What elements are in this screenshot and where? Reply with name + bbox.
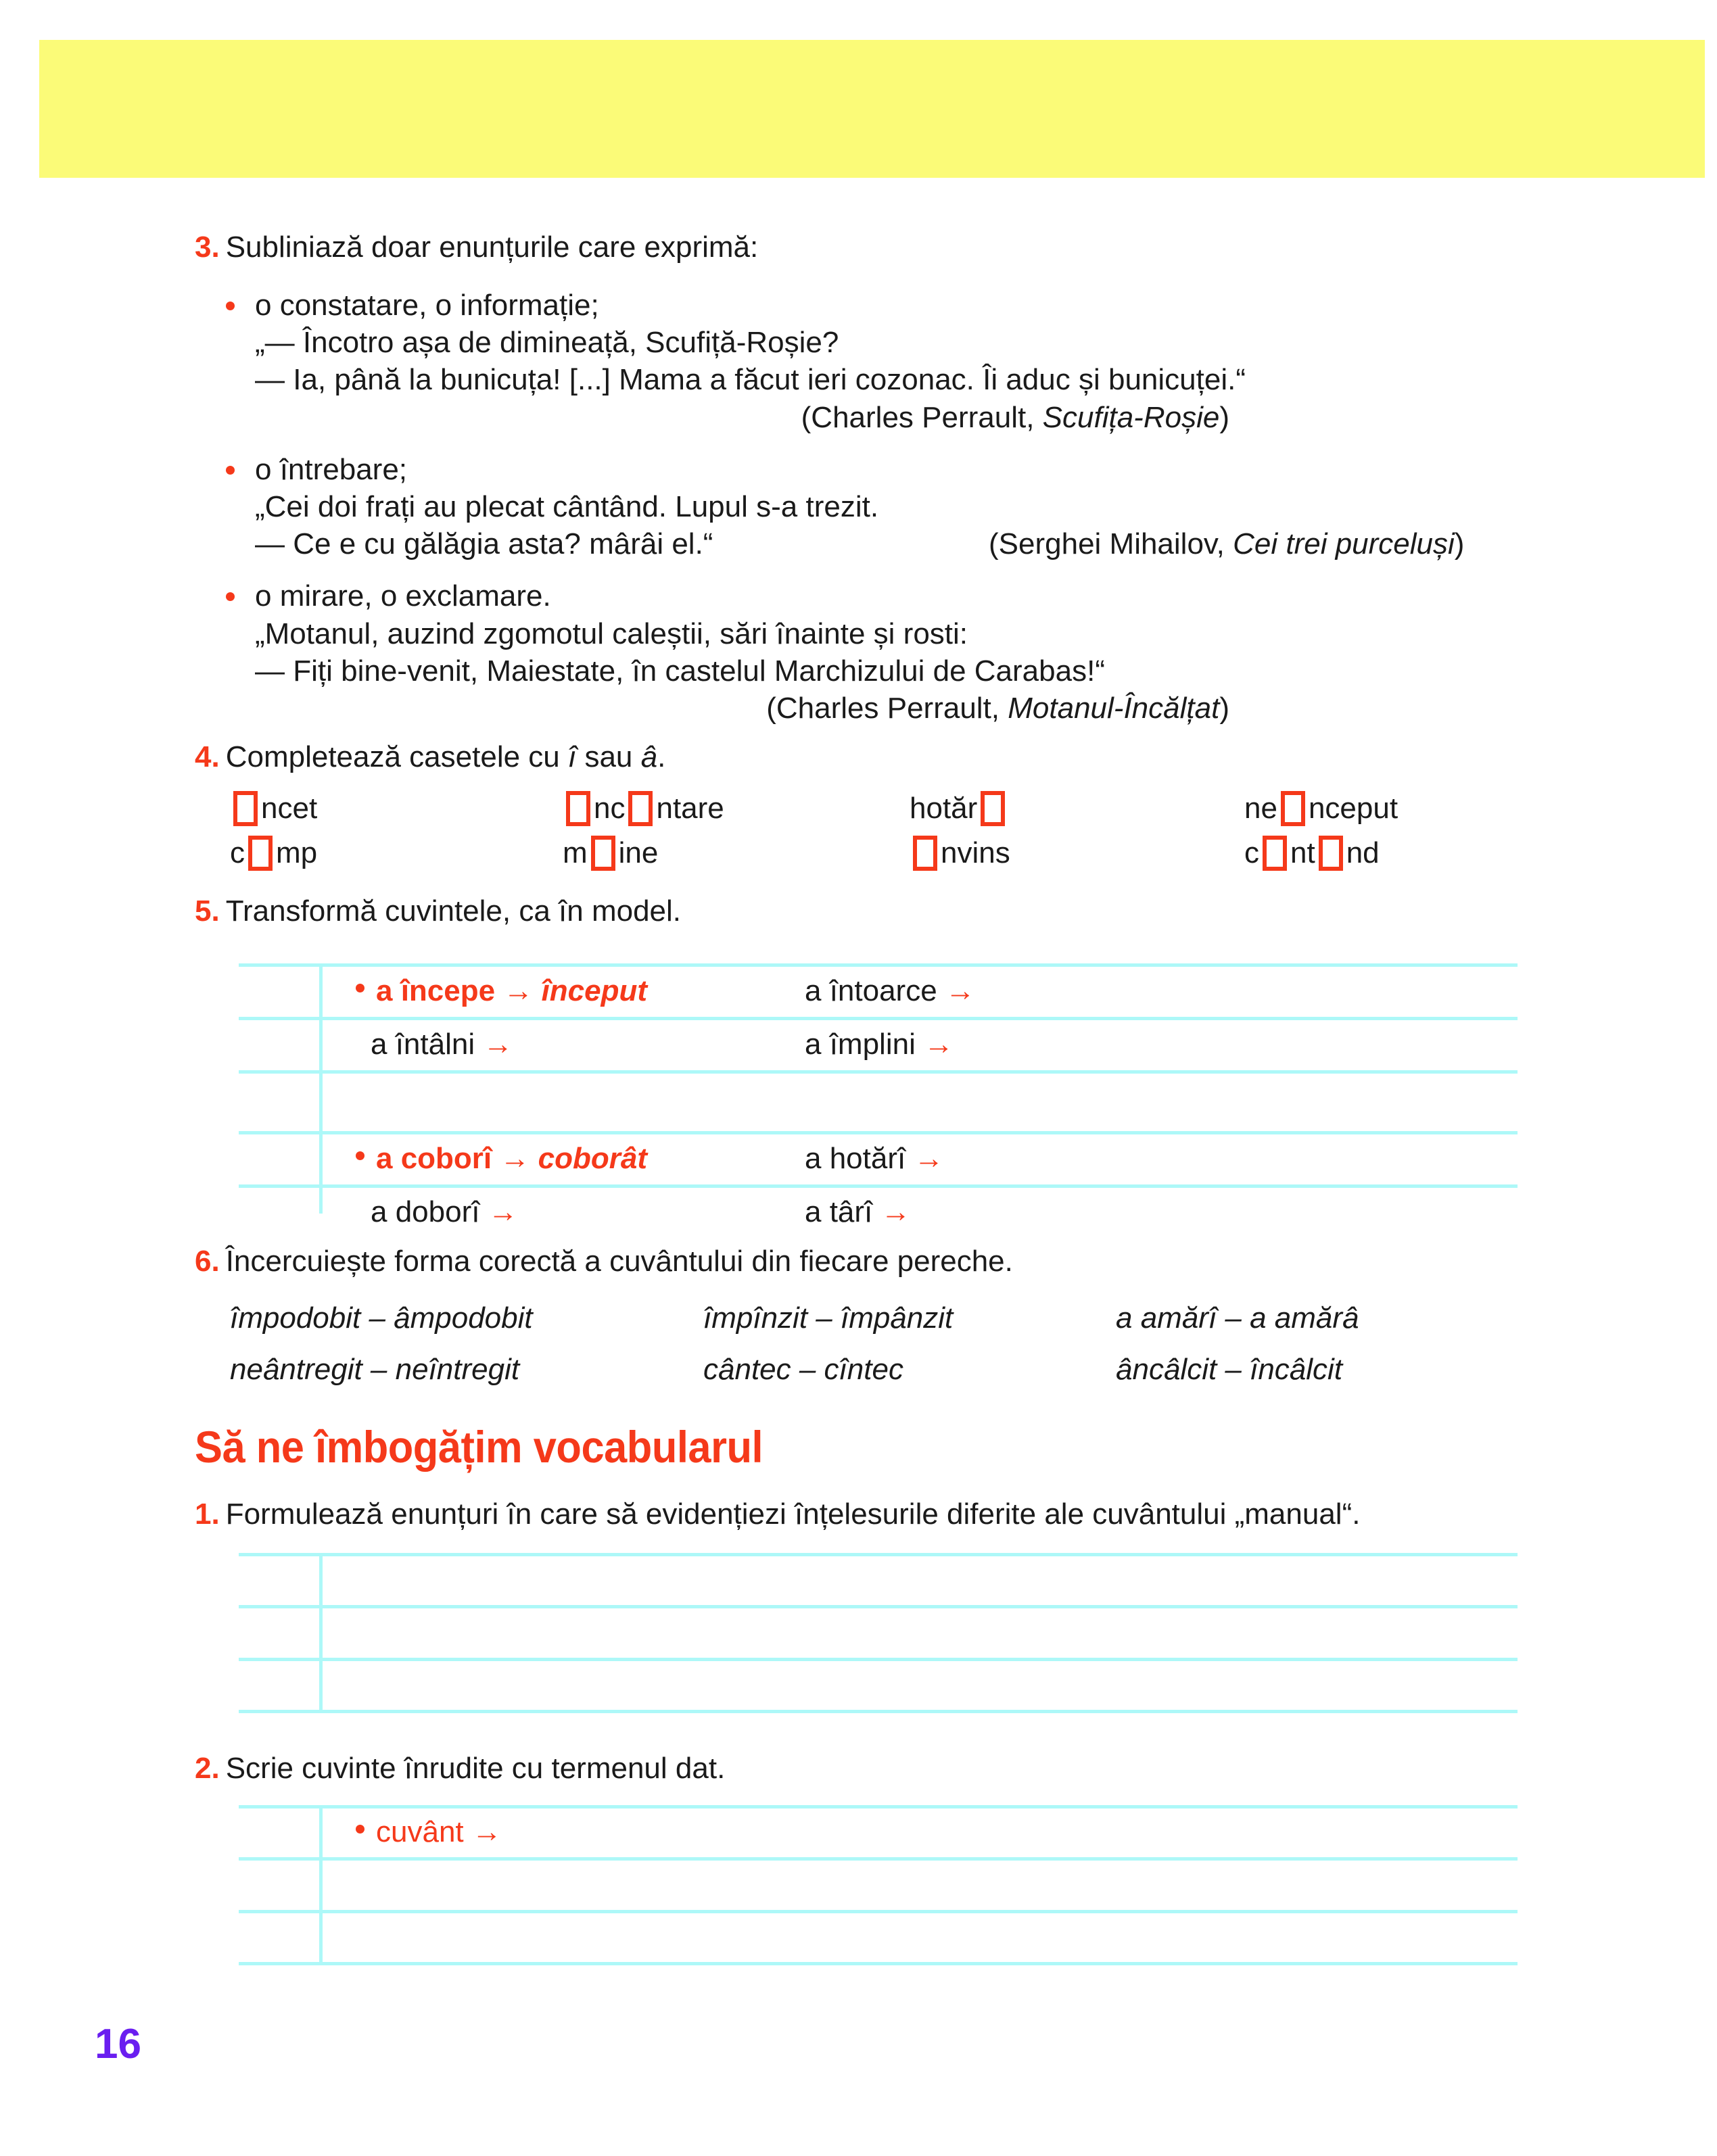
exercise-5-heading [195, 894, 681, 929]
task-item[interactable] [805, 1028, 954, 1061]
exercise-5-prompt: Transformă cuvintele, ca în model. [225, 894, 682, 928]
quote-line: „Cei doi frați au plecat cântând. Lupul s-a trezit. [255, 490, 879, 523]
statement-label: o constatare, o informație; [255, 288, 599, 322]
vocab-exercise-1-number: 1. [195, 1498, 220, 1531]
writing-rule [239, 1553, 1518, 1556]
word-fragment: c [1244, 836, 1259, 869]
writing-rule [239, 1857, 1518, 1861]
attribution-title: Motanul-Încălțat [1008, 692, 1220, 725]
fill-in-box[interactable] [913, 836, 937, 871]
exercise-3-number: 3. [195, 231, 220, 264]
arrow-icon: → [880, 1195, 911, 1228]
fill-in-word [910, 834, 1010, 872]
verb: a doborî [371, 1195, 480, 1228]
writing-rule [239, 1605, 1518, 1608]
statement-item [226, 451, 1465, 563]
model-word: cuvânt [376, 1815, 464, 1848]
task-item[interactable] [805, 1195, 911, 1229]
attribution-close: ) [1219, 692, 1229, 725]
vocab-exercise-1 [195, 1497, 1360, 1532]
verb: a hotărî [805, 1142, 906, 1175]
exercise-6-prompt: Încercuiește forma corectă a cuvântului din fiecare pereche. [225, 1245, 1013, 1278]
exercise-4-prompt-mid: sau [576, 740, 641, 773]
fill-in-box[interactable] [1263, 836, 1287, 871]
table-rule [239, 1070, 1518, 1074]
arrow-icon: → [500, 1142, 530, 1175]
vocab-1-writing-grid[interactable] [239, 1553, 1518, 1712]
bullet-icon [226, 466, 235, 475]
statement-label: o întrebare; [255, 452, 408, 486]
fill-in-box[interactable] [248, 836, 273, 871]
word-fragment: nd [1346, 836, 1380, 869]
bullet-icon [356, 1151, 364, 1160]
exercise-4-prompt-pre: Completează casetele cu [225, 740, 568, 773]
word-fragment: nc [594, 792, 626, 825]
exercise-3 [195, 230, 1465, 727]
word-fragment: ncet [261, 792, 318, 825]
exercise-6-number: 6. [195, 1245, 220, 1278]
fill-in-box[interactable] [591, 836, 615, 871]
exercise-4 [195, 740, 665, 775]
attribution-author: (Serghei Mihailov, [989, 527, 1233, 561]
table-rule [239, 1131, 1518, 1134]
arrow-icon: → [924, 1028, 954, 1061]
derived-word: început [541, 974, 648, 1007]
statement-item [226, 287, 1246, 436]
verb: a întoarce [805, 974, 937, 1007]
exercise-5 [195, 894, 681, 929]
bullet-icon [356, 1825, 364, 1834]
top-yellow-banner [39, 40, 1705, 178]
quote-line: — Fiți bine-venit, Maiestate, în castelul Marchizului de Carabas!“ [255, 654, 1105, 688]
word-fragment: ine [618, 836, 659, 869]
verb: a împlini [805, 1028, 916, 1061]
attribution-author: (Charles Perrault, [801, 400, 1043, 434]
writing-rule [239, 1962, 1518, 1965]
model-answer [356, 974, 647, 1008]
exercise-3-prompt: Subliniază doar enunțurile care exprimă: [225, 231, 759, 264]
page-number: 16 [95, 2021, 141, 2067]
quote-line: „Motanul, auzind zgomotul caleștii, sări înainte și rosti: [255, 617, 968, 650]
fill-in-word [1244, 790, 1398, 828]
verb: a târî [805, 1195, 873, 1228]
arrow-icon: → [503, 974, 534, 1007]
writing-rule [239, 1805, 1518, 1808]
exercise-6 [195, 1244, 1013, 1279]
fill-in-box[interactable] [566, 791, 590, 826]
word-fragment: c [230, 836, 245, 869]
fill-in-word [230, 790, 317, 828]
task-item[interactable] [371, 1195, 518, 1229]
attribution [226, 399, 1246, 436]
task-item[interactable] [371, 1028, 513, 1061]
fill-in-box[interactable] [628, 791, 653, 826]
exercise-3-heading [195, 230, 1246, 265]
attribution-author: (Charles Perrault, [766, 692, 1008, 725]
word-pair[interactable]: împodobit – âmpodobit [230, 1301, 533, 1335]
bullet-icon [356, 984, 364, 992]
word-pair[interactable]: cântec – cîntec [703, 1353, 903, 1386]
fill-in-word [910, 790, 1008, 828]
exercise-4-number: 4. [195, 740, 220, 773]
table-rule [239, 1017, 1518, 1020]
word-fragment: nt [1290, 836, 1315, 869]
quote-line: — Ce e cu gălăgia asta? mârâi el.“ [255, 527, 713, 561]
exercise-4-heading [195, 740, 665, 775]
word-fragment: hotăr [910, 792, 978, 825]
attribution-title: Scufița-Roșie [1042, 400, 1220, 434]
word-pair[interactable]: a amărî – a amărâ [1116, 1301, 1359, 1335]
writing-rule [239, 1910, 1518, 1913]
attribution-close: ) [1454, 527, 1465, 561]
vocab-exercise-2-heading [195, 1751, 725, 1786]
word-fragment: ntare [656, 792, 724, 825]
bullet-icon [226, 302, 235, 310]
exercise-5-table [239, 963, 1518, 1228]
word-fragment: mp [276, 836, 318, 869]
word-fragment: ne [1244, 792, 1277, 825]
exercise-5-number: 5. [195, 894, 220, 928]
vocab-exercise-2 [195, 1751, 725, 1786]
fill-in-word [230, 834, 317, 872]
word-pair[interactable]: âncâlcit – încâlcit [1116, 1353, 1343, 1386]
attribution-close: ) [1219, 400, 1229, 434]
margin-line [319, 1805, 323, 1964]
arrow-icon: → [914, 1142, 944, 1175]
derived-word: coborât [538, 1142, 647, 1175]
arrow-icon: → [945, 974, 975, 1007]
exercise-4-prompt-i: î [567, 740, 577, 773]
fill-in-box[interactable] [233, 791, 258, 826]
vocab-exercise-2-prompt: Scrie cuvinte înrudite cu termenul dat. [225, 1752, 726, 1785]
arrow-icon: → [471, 1815, 502, 1848]
attribution [989, 525, 1464, 562]
arrow-icon: → [483, 1028, 513, 1061]
writing-rule [239, 1710, 1518, 1713]
model-answer [356, 1142, 647, 1176]
attribution-title: Cei trei purceluși [1233, 527, 1455, 561]
word-pair[interactable]: împînzit – împânzit [703, 1301, 954, 1335]
statement-label: o mirare, o exclamare. [255, 579, 551, 613]
table-margin-line [319, 963, 323, 1214]
verb: a începe [376, 974, 496, 1007]
exercise-4-prompt-end: . [657, 740, 666, 773]
verb: a coborî [376, 1142, 492, 1175]
vocab-2-writing-grid[interactable] [239, 1805, 1518, 1964]
vocab-exercise-1-heading [195, 1497, 1360, 1532]
quote-line: „— Încotro așa de dimineață, Scufiță-Roșie? [255, 326, 839, 360]
fill-in-word [563, 834, 658, 872]
task-item[interactable] [805, 974, 975, 1008]
quote-line: — Ia, până la bunicuța! [...] Mama a făcut ieri cozonac. Îi aduc și bunicuței.“ [255, 363, 1246, 397]
exercise-4-prompt-a: â [640, 740, 658, 773]
word-fragment: nvins [941, 836, 1010, 869]
word-fragment: m [563, 836, 588, 869]
task-item[interactable] [805, 1142, 943, 1176]
table-rule [239, 1184, 1518, 1188]
attribution [226, 690, 1246, 727]
fill-in-box[interactable] [981, 791, 1005, 826]
section-title: Să ne îmbogățim vocabularul [195, 1422, 763, 1472]
exercise-6-heading [195, 1244, 1013, 1279]
margin-line [319, 1553, 323, 1712]
word-fragment: nceput [1308, 792, 1398, 825]
table-rule [239, 963, 1518, 967]
writing-rule [239, 1658, 1518, 1661]
vocab-exercise-1-prompt: Formulează enunțuri în care să evidențiezi înțelesurile diferite ale cuvântului „manual“. [225, 1498, 1361, 1531]
fill-in-box[interactable] [1281, 791, 1305, 826]
model-answer [356, 1815, 502, 1849]
vocab-exercise-2-number: 2. [195, 1752, 220, 1785]
statement-item [226, 577, 1246, 727]
word-pair[interactable]: neântregit – neîntregit [230, 1353, 520, 1386]
fill-in-box[interactable] [1319, 836, 1343, 871]
fill-in-word [563, 790, 724, 828]
verb: a întâlni [371, 1028, 475, 1061]
quote-line-with-attribution [226, 525, 1465, 562]
fill-in-word [1244, 834, 1380, 872]
arrow-icon: → [488, 1195, 518, 1228]
